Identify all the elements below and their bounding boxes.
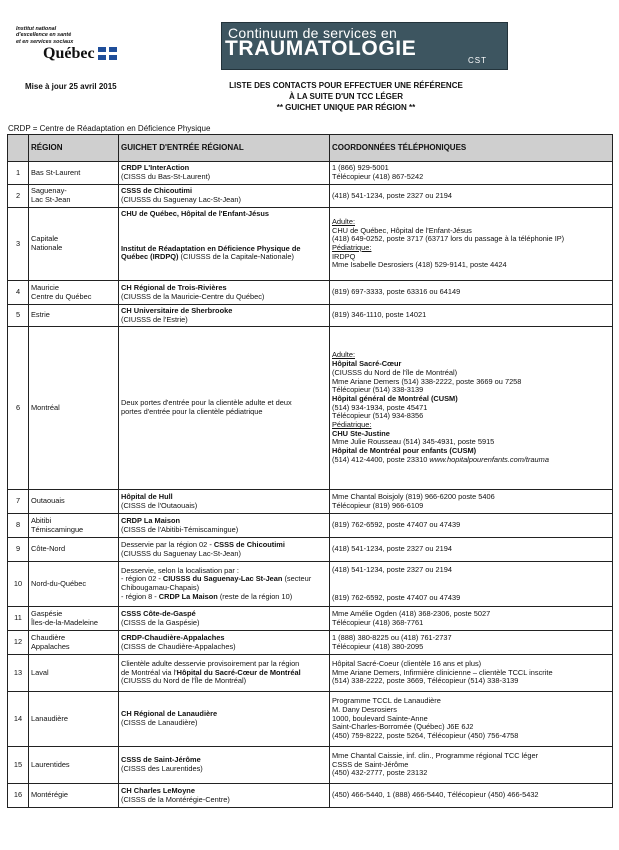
contact-line: (418) 541-1234, poste 2327 ou 2194: [332, 564, 452, 574]
contacts-cell: [330, 784, 613, 808]
row-number: 8: [8, 514, 29, 538]
entry-text: - région 8 -: [121, 591, 159, 601]
entry-text: CIUSSS du Saguenay-Lac St-Jean: [162, 574, 283, 584]
region-line: Gaspésie: [31, 608, 63, 618]
table-row: [8, 538, 613, 562]
region-line: Montérégie: [31, 790, 68, 800]
table-row: [8, 747, 613, 784]
contact-line: (450) 432-2777, poste 23132: [332, 768, 428, 778]
entry-line: (CISSS de l'Abitibi-Témiscamingue): [121, 524, 239, 534]
cst-banner: [221, 22, 508, 70]
table-row: [8, 631, 613, 655]
table-header-row: [8, 135, 613, 162]
contact-line: Télécopieur (514) 934-8356: [332, 411, 424, 421]
contact-line: CHU Ste-Justine: [332, 428, 390, 438]
contacts-cell: [330, 655, 613, 692]
region-line: Côte-Nord: [31, 544, 66, 554]
contact-line: CHU de Québec, Hôpital de l'Enfant-Jésus: [332, 225, 472, 235]
table-row: [8, 327, 613, 490]
contact-line: (418) 541-1234, poste 2327 ou 2194: [332, 544, 452, 554]
contact-line: Mme Chantal Caissie, inf. clin., Programme régional TCC léger: [332, 750, 539, 760]
row-number: 11: [8, 607, 29, 631]
row-number: 16: [8, 784, 29, 808]
table-row: [8, 208, 613, 281]
region-line: Témiscamingue: [31, 524, 84, 534]
entry-line: CSSS de Chicoutimi: [121, 186, 193, 196]
region-cell: [29, 655, 119, 692]
region-cell: [29, 208, 119, 281]
contacts-cell: [330, 692, 613, 747]
entry-line: (CIUSSS du Nord de l'Île de Montréal): [121, 676, 247, 686]
row-number: 1: [8, 162, 29, 185]
table-row: [8, 281, 613, 305]
contact-line: Pédiatrique:: [332, 243, 372, 252]
region-line: Laval: [31, 667, 49, 677]
title-line: LISTE DES CONTACTS POUR EFFECTUER UNE RÉFÉRENCE: [229, 81, 463, 90]
contact-line: Saint-Charles-Borromée (Québec) J6E 6J2: [332, 722, 474, 732]
contact-line: IRDPQ: [332, 251, 356, 261]
entry-line: CSSS de Saint-Jérôme: [121, 755, 201, 765]
region-cell: [29, 538, 119, 562]
entry-line: (CIUSSS de l'Estrie): [121, 314, 188, 324]
contact-line: Hôpital Sacré-Cœur: [332, 359, 402, 369]
contact-line: Hôpital général de Montréal (CUSM): [332, 393, 458, 403]
quebec-wordmark: Québec: [43, 45, 95, 62]
region-line: Abitibi: [31, 515, 52, 525]
quebec-flag-icon: [98, 47, 117, 60]
banner-line-3: CST: [468, 56, 487, 65]
contact-line: (450) 466-5440, 1 (888) 466-5440, Télécopieur (450) 466-5432: [332, 790, 539, 800]
entry-line: CRDP-Chaudière-Appalaches: [121, 632, 225, 642]
contact-line: Pédiatrique:: [332, 420, 372, 430]
entry-line: CH Régional de Lanaudière: [121, 709, 218, 719]
region-line: Outaouais: [31, 496, 65, 506]
entry-text: (secteur: [282, 574, 312, 584]
region-line: Bas St-Laurent: [31, 167, 81, 177]
row-number: 13: [8, 655, 29, 692]
contact-line: Télécopieur (418) 380-2095: [332, 641, 424, 651]
entry-cell: [119, 692, 330, 747]
region-cell: [29, 162, 119, 185]
entry-line: Desservie, selon la localisation par :: [121, 565, 239, 575]
contact-line: (514) 338-2222, poste 3669, Télécopieur (514) 338-3139: [332, 676, 519, 686]
contact-line: 1000, boulevard Sainte-Anne: [332, 713, 428, 723]
entry-line: Chibougamau-Chapais): [121, 583, 200, 592]
header-region: RÉGION: [29, 135, 119, 162]
contacts-cell: [330, 162, 613, 185]
header-number: [8, 135, 29, 162]
entry-text: Hôpital du Sacré-Cœur de Montréal: [176, 667, 301, 677]
contact-line: (819) 346-1110, poste 14021: [332, 310, 427, 320]
contacts-cell: [330, 562, 613, 607]
contact-line: Télécopieur (418) 867-5242: [332, 172, 424, 181]
entry-text: CRDP La Maison: [158, 591, 218, 601]
table-row: [8, 784, 613, 808]
contacts-cell: [330, 747, 613, 784]
entry-text: Québec (IRDPQ): [121, 252, 179, 262]
entry-cell: [119, 514, 330, 538]
contacts-table: [7, 134, 613, 808]
row-number: 9: [8, 538, 29, 562]
region-line: Nord-du-Québec: [31, 578, 87, 588]
hospital-website-link[interactable]: www.hopitalpourenfants.com/trauma: [429, 454, 549, 464]
contacts-cell: [330, 281, 613, 305]
entry-text: Desservie par la région 02 -: [121, 539, 214, 549]
entry-line: (CISSS des Laurentides): [121, 764, 203, 773]
row-number: 2: [8, 185, 29, 208]
row-number: 7: [8, 490, 29, 514]
entry-line: CH Régional de Trois-Rivières: [121, 282, 227, 292]
entry-line: (CISSS de la Gaspésie): [121, 617, 200, 627]
region-line: Appalaches: [31, 641, 70, 651]
contacts-cell: [330, 305, 613, 327]
row-number: 4: [8, 281, 29, 305]
contact-line: (418) 649-0252, poste 3717 (63717 lors du passage à la téléphonie IP): [332, 234, 565, 244]
contacts-cell: [330, 208, 613, 281]
region-cell: [29, 607, 119, 631]
entry-text: de Montréal via l': [121, 667, 177, 677]
entry-line: (CIUSSS du Saguenay Lac-St-Jean): [121, 195, 241, 204]
entry-line: (CIUSSS de la Mauricie-Centre du Québec): [121, 291, 265, 301]
org-line: d'excellence en santé: [16, 32, 72, 39]
region-line: Mauricie: [31, 282, 59, 292]
region-cell: [29, 692, 119, 747]
entry-line: portes d'entrée pour la clientèle pédiatrique: [121, 407, 263, 416]
entry-cell: [119, 305, 330, 327]
table-row: [8, 655, 613, 692]
region-cell: [29, 784, 119, 808]
region-line: Estrie: [31, 310, 50, 320]
entry-cell: [119, 208, 330, 281]
inesss-logo: [16, 26, 136, 62]
row-number: 6: [8, 327, 29, 490]
banner-line-1: Continuum de services en: [228, 25, 398, 41]
row-number: 15: [8, 747, 29, 784]
contact-line: (819) 762-6592, poste 47407 ou 47439: [332, 520, 461, 530]
entry-cell: [119, 327, 330, 490]
entry-line: Institut de Réadaptation en Déficience Physique de: [121, 243, 301, 253]
contact-line: (819) 762-6592, poste 47407 ou 47439: [332, 592, 461, 602]
entry-text: (CIUSSS de la Capitale-Nationale): [178, 252, 294, 262]
entry-line: Clientèle adulte desservie provisoirement par la région: [121, 658, 300, 668]
table-row: [8, 514, 613, 538]
row-number: 14: [8, 692, 29, 747]
table-row: [8, 607, 613, 631]
contact-line: Hôpital Sacré-Coeur (clientèle 16 ans et plus): [332, 658, 482, 668]
entry-cell: [119, 281, 330, 305]
entry-cell: [119, 747, 330, 784]
table-row: [8, 185, 613, 208]
contact-line: Mme Julie Rousseau (514) 345-4931, poste 5915: [332, 437, 495, 447]
row-number: 3: [8, 208, 29, 281]
contact-line: 1 (866) 929-5001: [332, 163, 389, 173]
contacts-cell: [330, 327, 613, 490]
banner-line-2: TRAUMATOLOGIE: [225, 37, 417, 60]
contact-line: Mme Isabelle Desrosiers (418) 529-9141, poste 4424: [332, 260, 507, 270]
table-row: [8, 162, 613, 185]
region-cell: [29, 490, 119, 514]
entry-cell: [119, 162, 330, 185]
contact-line: Télécopieur (418) 368-7761: [332, 617, 424, 627]
entry-line: (CISSS de Lanaudière): [121, 718, 198, 727]
region-line: Capitale: [31, 234, 59, 244]
contact-line: Mme Ariane Demers (514) 338-2222, poste 3669 ou 7258: [332, 376, 522, 386]
entry-cell: [119, 607, 330, 631]
table-row: [8, 490, 613, 514]
contacts-cell: [330, 607, 613, 631]
contact-line: M. Dany Desrosiers: [332, 704, 397, 714]
region-line: Îles-de-la-Madeleine: [31, 617, 98, 627]
title-line: À LA SUITE D'UN TCC LÉGER: [288, 92, 404, 101]
contact-line: Mme Ariane Demers, Infirmière clinicienne – clientèle TCCL inscrite: [332, 667, 553, 677]
region-line: Lanaudière: [31, 713, 68, 723]
entry-cell: [119, 490, 330, 514]
document-title: [196, 80, 496, 113]
contact-line: Télécopieur (514) 338-3139: [332, 385, 424, 395]
region-line: Montréal: [31, 402, 60, 412]
entry-line: CH Universitaire de Sherbrooke: [121, 305, 233, 315]
contact-line: Mme Amélie Ogden (418) 368-2306, poste 5027: [332, 608, 491, 618]
contacts-cell: [330, 514, 613, 538]
entry-cell: [119, 185, 330, 208]
contacts-cell: [330, 490, 613, 514]
entry-line: (CISSS de Chaudière-Appalaches): [121, 641, 236, 651]
entry-line: (CISSS de la Montérégie-Centre): [121, 794, 230, 804]
entry-line: Hôpital de Hull: [121, 491, 173, 501]
entry-line: CH Charles LeMoyne: [121, 785, 195, 795]
org-line: Institut national: [16, 26, 57, 32]
entry-line: Deux portes d'entrée pour la clientèle adulte et deux: [121, 398, 292, 408]
contacts-cell: [330, 538, 613, 562]
entry-line: CRDP L'InterAction: [121, 163, 190, 173]
entry-text: CSSS de Chicoutimi: [213, 539, 285, 549]
region-cell: [29, 631, 119, 655]
title-line: ** GUICHET UNIQUE PAR RÉGION **: [276, 103, 416, 112]
row-number: 5: [8, 305, 29, 327]
contact-line: (514) 934-1934, poste 45471: [332, 402, 428, 412]
table-row: [8, 305, 613, 327]
update-date: Mise à jour 25 avril 2015: [25, 82, 117, 91]
table-row: [8, 562, 613, 607]
entry-line: CHU de Québec, Hôpital de l'Enfant-Jésus: [121, 209, 269, 218]
region-line: Laurentides: [31, 759, 70, 769]
entry-line: CRDP La Maison: [121, 515, 180, 525]
region-line: Chaudière: [31, 632, 66, 642]
entry-text: (reste de la région 10): [217, 591, 293, 601]
contact-line: (CIUSSS du Nord de l'île de Montréal): [332, 367, 458, 377]
contact-line: Hôpital de Montréal pour enfants (CUSM): [332, 446, 477, 456]
row-number: 12: [8, 631, 29, 655]
region-line: Lac St-Jean: [31, 195, 71, 204]
region-line: Centre du Québec: [31, 291, 92, 301]
entry-cell: [119, 655, 330, 692]
entry-cell: [119, 631, 330, 655]
contact-line: Adulte:: [332, 350, 356, 360]
entry-line: (CIUSSS du Saguenay Lac-St-Jean): [121, 548, 241, 558]
header-entry: GUICHET D'ENTRÉE RÉGIONAL: [119, 135, 330, 162]
contact-line: (418) 541-1234, poste 2327 ou 2194: [332, 190, 452, 200]
entry-line: (CISSS du Bas-St-Laurent): [121, 172, 211, 181]
region-cell: [29, 305, 119, 327]
contacts-cell: [330, 185, 613, 208]
contact-text: (514) 412-4400, poste 23310: [332, 454, 430, 464]
region-cell: [29, 562, 119, 607]
contact-line: (450) 759-8222, poste 5264, Télécopieur (450) 756-4758: [332, 731, 519, 741]
header-contacts: COORDONNÉES TÉLÉPHONIQUES: [330, 135, 613, 162]
contact-line: CSSS de Saint-Jérôme: [332, 759, 409, 769]
entry-line: (CISSS de l'Outaouais): [121, 500, 198, 510]
contacts-cell: [330, 631, 613, 655]
contact-line: Programme TCCL de Lanaudière: [332, 696, 441, 706]
entry-cell: [119, 562, 330, 607]
region-cell: [29, 327, 119, 490]
contact-line: Mme Chantal Boisjoly (819) 966-6200 poste 5406: [332, 491, 495, 501]
entry-cell: [119, 784, 330, 808]
region-cell: [29, 281, 119, 305]
region-cell: [29, 514, 119, 538]
region-cell: [29, 185, 119, 208]
contact-line: Adulte:: [332, 216, 356, 226]
table-row: [8, 692, 613, 747]
contact-line: (819) 697-3333, poste 63316 ou 64149: [332, 287, 461, 297]
row-number: 10: [8, 562, 29, 607]
contact-line: 1 (888) 380-8225 ou (418) 761-2737: [332, 632, 452, 642]
entry-line: CSSS Côte-de-Gaspé: [121, 608, 196, 618]
org-line: et en services sociaux: [16, 38, 74, 45]
crdp-legend: CRDP = Centre de Réadaptation en Déficience Physique: [8, 124, 211, 133]
entry-cell: [119, 538, 330, 562]
region-cell: [29, 747, 119, 784]
entry-text: - région 02 -: [121, 574, 163, 584]
contact-line: Télécopieur (819) 966-6109: [332, 500, 424, 510]
region-line: Saguenay-: [31, 186, 67, 196]
region-line: Nationale: [31, 243, 63, 252]
